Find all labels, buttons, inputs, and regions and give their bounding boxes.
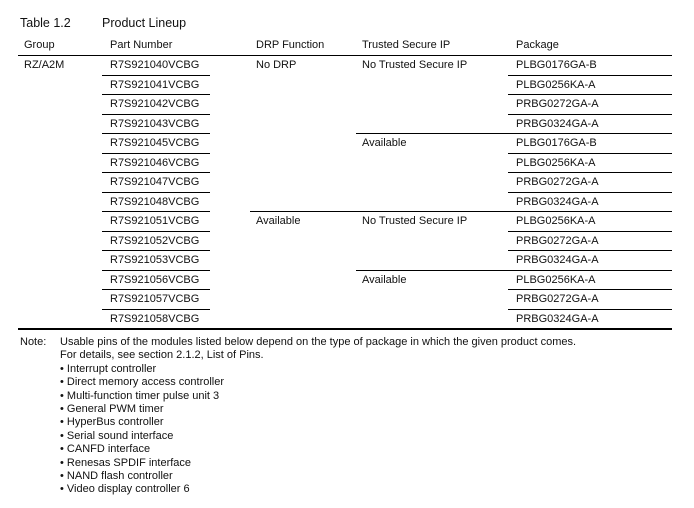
note-list-item: • CANFD interface [60,443,660,456]
header-drp-function: DRP Function [256,39,325,51]
cell-package: PLBG0176GA-B [516,137,597,149]
cell-package: PRBG0324GA-A [516,117,599,130]
table-row [18,251,672,271]
cell-package: PLBG0256KA-A [516,273,596,286]
cell-group: RZ/A2M [24,59,65,71]
cell-part: R7S921051VCBG [110,215,200,227]
cell-part: R7S921045VCBG [110,137,200,149]
table-body [18,56,672,329]
cell-package: PRBG0272GA-A [516,176,599,188]
table-row [18,115,672,135]
table-row [18,76,672,96]
cell-package: PRBG0324GA-A [516,312,599,325]
cell-tsip: Available [362,137,407,149]
cell-part: R7S921042VCBG [110,98,200,110]
cell-part: R7S921053VCBG [110,254,200,266]
cell-part: R7S921058VCBG [110,312,200,325]
note-line-2: For details, see section 2.1.2, List of Pins. [60,349,264,362]
cell-package: PRBG0324GA-A [516,195,599,208]
header-package: Package [516,39,559,51]
note-body [60,336,660,497]
note-list-item: • Renesas SPDIF interface [60,457,660,470]
header-trusted-secure-ip: Trusted Secure IP [362,39,451,51]
cell-package: PRBG0272GA-A [516,98,599,110]
table-row [18,232,672,252]
cell-package: PRBG0324GA-A [516,254,599,266]
cell-part: R7S921046VCBG [110,156,200,169]
table-row [18,95,672,115]
note-list-item: • Serial sound interface [60,430,660,443]
table-row [18,212,672,232]
table-row [18,154,672,174]
cell-tsip: No Trusted Secure IP [362,59,468,71]
note-line-1: Usable pins of the modules listed below depend on the type of package in which the given product comes. [60,336,577,348]
cell-package: PLBG0256KA-A [516,78,596,91]
note-list-item: • HyperBus controller [60,416,660,429]
table-header-row [18,37,672,56]
note-list-item: • General PWM timer [60,403,660,416]
cell-package: PLBG0256KA-A [516,215,596,227]
cell-part: R7S921048VCBG [110,195,200,208]
cell-part: R7S921056VCBG [110,273,200,286]
table-title: Product Lineup [102,16,187,30]
table-row [18,193,672,213]
table-row [18,173,672,193]
cell-package: PLBG0256KA-A [516,156,596,169]
cell-tsip: No Trusted Secure IP [362,215,468,227]
cell-package: PRBG0272GA-A [516,234,599,247]
product-lineup-table [18,37,672,329]
note-list-item: • Interrupt controller [60,363,660,376]
table-row [18,56,672,76]
cell-drp: No DRP [256,59,297,71]
table-bottom-rule [18,328,672,330]
note-list-item: • NAND flash controller [60,470,660,483]
note-list-item: • Multi-function timer pulse unit 3 [60,390,660,403]
cell-tsip: Available [362,273,407,286]
header-group: Group [24,39,55,51]
note-label: Note: [20,336,47,348]
table-row [18,271,672,291]
table-row [18,290,672,310]
table-number: Table 1.2 [20,16,71,30]
cell-drp: Available [256,215,301,227]
cell-part: R7S921052VCBG [110,234,200,247]
note-list-item: • Video display controller 6 [60,483,660,496]
note-module-list [60,363,660,497]
cell-part: R7S921040VCBG [110,59,200,71]
cell-part: R7S921047VCBG [110,176,200,188]
note-list-item: • Direct memory access controller [60,376,660,389]
header-part-number: Part Number [110,39,173,51]
table-row [18,310,672,330]
cell-part: R7S921057VCBG [110,293,200,305]
cell-part: R7S921041VCBG [110,78,200,91]
table-row [18,134,672,154]
cell-package: PLBG0176GA-B [516,59,597,71]
cell-package: PRBG0272GA-A [516,293,599,305]
cell-part: R7S921043VCBG [110,117,200,130]
